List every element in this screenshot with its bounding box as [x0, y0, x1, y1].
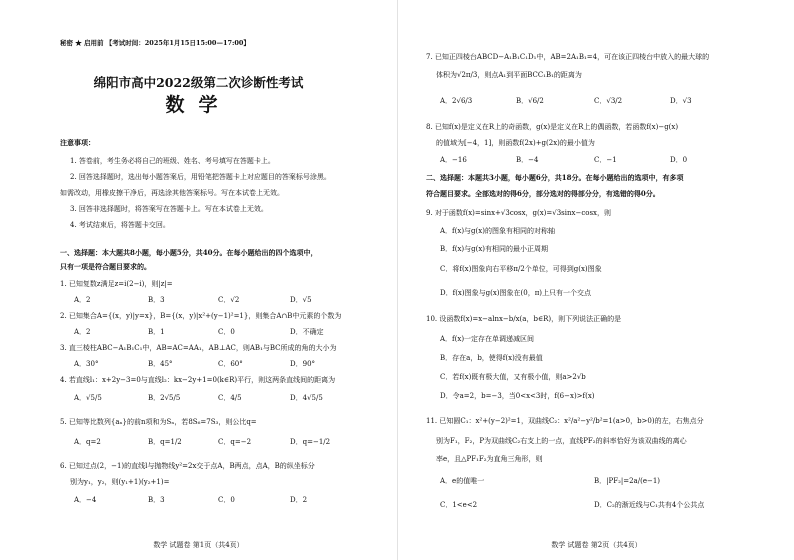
option-c: C．1<e<2 [440, 501, 478, 509]
question-stem: 5. 已知等比数列{aₙ}的前n项和为Sₙ，若8S₆=7S₃，则公比q= [60, 418, 257, 426]
option-d: D．f(x)图象与g(x)图象在(0，π)上只有一个交点 [440, 289, 592, 297]
option-b: B．−4 [516, 156, 539, 164]
question-stem-cont: 别为F₁，F₂，P为双曲线C₂右支上的一点，直线PF₂的斜率恰好为该双曲线的离心 [436, 437, 687, 445]
question-stem: 6. 已知过点(2，−1)的直线l与抛物线y²=2x交于点A，B两点，点A，B的纵坐标分 [60, 462, 315, 470]
question-stem: 1. 已知复数z满足z=i(2−i)，则|z|= [60, 280, 173, 288]
option-c: C．√3/2 [594, 97, 623, 105]
notice-item: 1. 答卷前，考生务必将自己的班级、姓名、考号填写在答题卡上。 [70, 157, 275, 165]
option-d: D．不确定 [290, 328, 324, 336]
section2-heading-cont: 符合题目要求。全部选对的得6分，部分选对的得部分分，有选错的得0分。 [426, 189, 660, 198]
option-b: B．1 [148, 328, 165, 336]
question-stem-cont: 率e，且△PF₁F₂为直角三角形，则 [436, 455, 543, 463]
option-a: A．f(x)与g(x)的图象有相同的对称轴 [440, 227, 555, 235]
section1-heading: 一、选择题：本大题共8小题，每小题5分，共40分。在每小题给出的四个选项中， [60, 248, 318, 257]
option-b: B．3 [148, 296, 165, 304]
option-c: C．4/5 [218, 394, 242, 402]
option-a: A．f(x)一定存在单调递减区间 [440, 335, 535, 343]
exam-page-2 [397, 0, 794, 560]
subject-title: 数学 [165, 94, 232, 116]
option-d: D．√3 [670, 97, 692, 105]
option-b: B．q=1/2 [148, 438, 182, 446]
section2-heading: 二、选择题：本题共3小题，每小题6分，共18分。在每小题给出的选项中，有多项 [426, 173, 684, 182]
page-footer: 数学 试题卷 第2页（共4页） [551, 541, 642, 549]
page-footer: 数学 试题卷 第1页（共4页） [153, 541, 244, 549]
question-stem: 2. 已知集合A={(x，y)|y=x}，B={(x，y)|x²+(y−1)²=1}，则集合A∩B中元素的个数为 [60, 312, 342, 320]
option-b: B．|PF₂|=2a/(e−1) [594, 477, 661, 485]
confidential-header: 秘密 ★ 启用前 【考试时间：2025年1月15日15:00—17:00】 [60, 39, 250, 47]
question-stem: 7. 已知正四棱台ABCD−A₁B₁C₁D₁中，AB=2A₁B₁=4，可在该正四棱台中放入的最大球的 [426, 53, 710, 61]
option-d: D．4√5/5 [290, 394, 323, 402]
option-b: B．存在a，b，使得f(x)没有最值 [440, 354, 543, 362]
option-c: C．√2 [218, 296, 240, 304]
option-c: C．q=−2 [218, 438, 252, 446]
option-d: D．√5 [290, 296, 312, 304]
option-c: C．60° [218, 360, 243, 368]
option-a: A．2√6/3 [440, 97, 473, 105]
option-d: D．90° [290, 360, 316, 368]
option-d: D．C₂的渐近线与C₁共有4个公共点 [594, 501, 705, 509]
option-b: B．3 [148, 496, 165, 504]
question-stem-cont: 体积为√2π/3，则点A₁到平面BCC₁B₁的距离为 [436, 71, 582, 79]
exam-title: 绵阳市高中2022级第二次诊断性考试 [93, 75, 304, 90]
notice-item: 如需改动，用橡皮擦干净后，再选涂其他答案标号。写在本试卷上无效。 [60, 189, 284, 197]
option-a: A．e的值唯一 [440, 477, 485, 485]
option-b: B．2√5/5 [148, 394, 181, 402]
option-d: D．0 [670, 156, 688, 164]
option-b: B．f(x)与g(x)有相同的最小正周期 [440, 245, 549, 253]
question-stem: 3. 直三棱柱ABC−A₁B₁C₁中，AB=AC=AA₁，AB⊥AC，则AB₁与BC所成的角的大小为 [60, 344, 337, 352]
option-a: A．2 [74, 296, 91, 304]
option-a: A．−4 [74, 496, 97, 504]
option-a: A．q=2 [74, 438, 101, 446]
notice-heading: 注意事项： [60, 138, 95, 147]
notice-item: 4. 考试结束后，将答题卡交回。 [70, 221, 170, 229]
option-c: C．−1 [594, 156, 617, 164]
section1-heading-cont: 只有一项是符合题目要求的。 [60, 262, 151, 271]
question-stem: 4. 若直线l₁：x+2y−3=0与直线l₂：kx−2y+1=0(k∈R)平行，则这两条直线间的距离为 [60, 376, 336, 384]
option-a: A．30° [74, 360, 99, 368]
option-a: A．2 [74, 328, 91, 336]
question-stem: 10. 设函数f(x)=x−alnx−b/x(a，b∈R)，则下列说法正确的是 [426, 315, 622, 323]
question-stem: 8. 已知f(x)是定义在R上的奇函数，g(x)是定义在R上的偶函数，若函数f(x)−g(x) [426, 123, 679, 131]
question-stem-cont: 别为y₁，y₂，则(y₁+1)(y₂+1)= [70, 478, 170, 486]
notice-item: 2. 回答选择题时，选出每小题答案后，用铅笔把答题卡上对应题目的答案标号涂黑。 [70, 173, 331, 181]
question-stem: 11. 已知圆C₁：x²+(y−2)²=1，双曲线C₂：x²/a²−y²/b²=1(a>0，b>0)的左，右焦点分 [426, 417, 704, 425]
question-stem-cont: 的值域为[−4，1]，则函数f(2x)+g(2x)的最小值为 [436, 139, 595, 147]
question-stem: 9. 对于函数f(x)=sinx+√3cosx，g(x)=√3sinx−cosx，则 [426, 209, 612, 217]
option-c: C．0 [218, 496, 235, 504]
option-b: B．√6/2 [516, 97, 544, 105]
option-d: D．2 [290, 496, 308, 504]
option-b: B．45° [148, 360, 173, 368]
option-c: C．将f(x)图象向右平移π/2个单位，可得到g(x)图象 [440, 265, 602, 273]
option-c: C．0 [218, 328, 235, 336]
option-d: D．q=−1/2 [290, 438, 331, 446]
option-c: C．若f(x)既有极大值，又有极小值，则a>2√b [440, 373, 586, 381]
option-a: A．√5/5 [74, 394, 102, 402]
option-d: D．令a=2，b=−3，当0<x<3时，f(6−x)>f(x) [440, 392, 595, 400]
notice-item: 3. 回答非选择题时，将答案写在答题卡上。写在本试卷上无效。 [70, 205, 268, 213]
option-a: A．−16 [440, 156, 467, 164]
